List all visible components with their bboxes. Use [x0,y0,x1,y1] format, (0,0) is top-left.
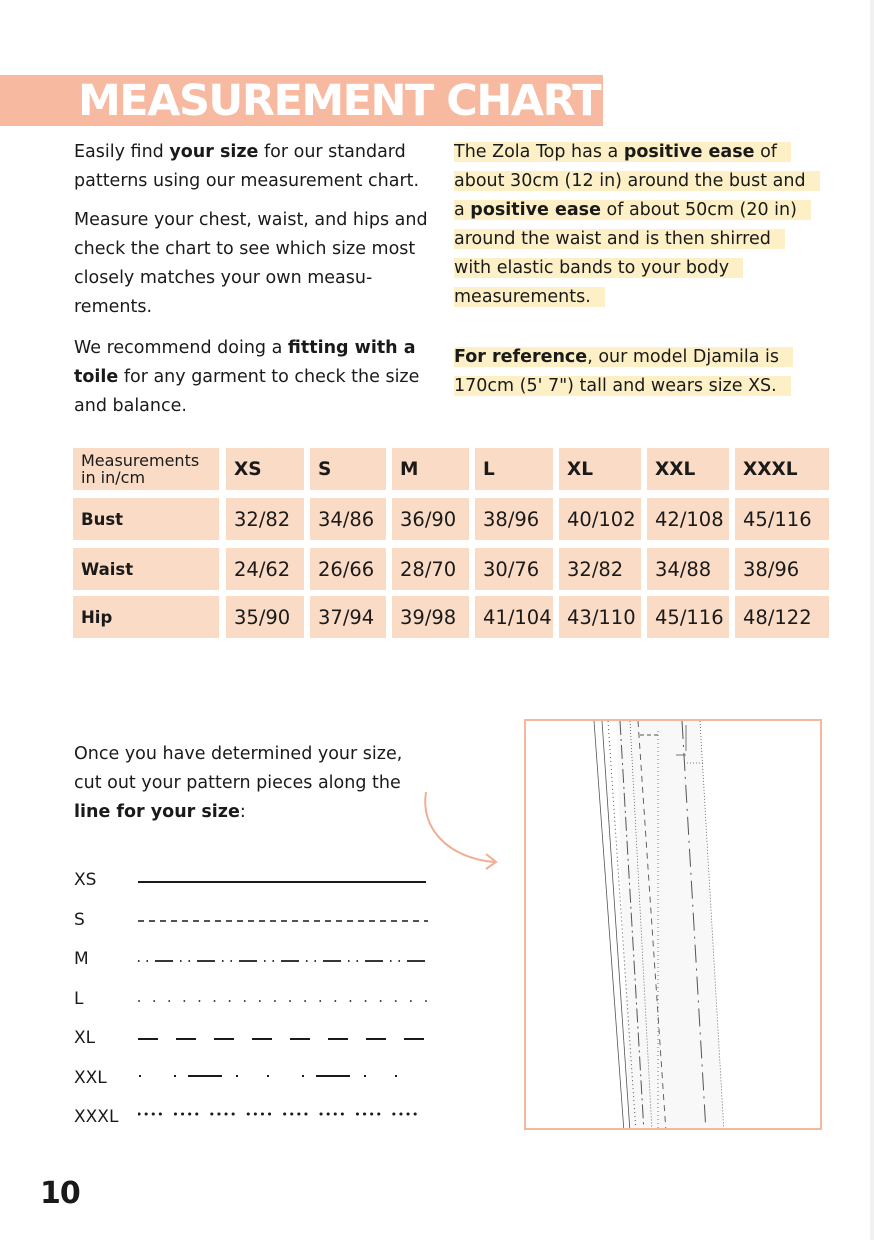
corner-line-2: in in/cm [81,468,146,487]
table-cell: 36/90 [392,498,469,540]
bold-run: your size [169,142,259,162]
page-title: MEASUREMENT CHART [78,76,601,126]
size-header-m: M [392,448,469,490]
size-header-xl: XL [559,448,641,490]
legend-label-xl: XL [74,1028,96,1048]
size-header-xs: XS [226,448,304,490]
reference-paragraph [454,343,794,401]
table-cell: 40/102 [559,498,641,540]
highlighted-text [454,347,793,396]
ease-paragraph [454,138,806,312]
table-cell: 35/90 [226,596,304,638]
table-cell: 39/98 [392,596,469,638]
legend-label-xxl: XXL [74,1068,107,1088]
corner-label-text [81,452,199,486]
size-header-xxl: XXL [647,448,729,490]
table-cell: 24/62 [226,548,304,590]
table-cell: 43/110 [559,596,641,638]
table-cell: 45/116 [647,596,729,638]
line-m [138,955,428,967]
text-run: for our standard patterns using our measurement chart. [74,142,420,191]
corner-line-1: Measurements [81,451,200,470]
table-cell: 26/66 [310,548,386,590]
text-run: of about 30cm (12 in) around the bust and a [454,142,806,220]
table-cell: 48/122 [735,596,829,638]
table-corner-label [73,448,219,490]
text-run: The Zola Top has a [454,142,624,162]
legend-label-s: S [74,910,85,930]
line-xs [138,876,428,888]
bold-run: For reference [454,347,588,367]
legend-label-l: L [74,989,84,1009]
legend-label-xs: XS [74,870,97,890]
curved-arrow-icon [418,788,508,878]
text-run: Measure your chest, waist, and hips and check the chart to see which size most closely matches your own measu-rements. [74,210,428,317]
cut-instructions [74,740,414,827]
text-run: : [239,802,246,822]
line-xl [138,1033,428,1045]
line-l [138,995,428,1007]
table-cell: 34/88 [647,548,729,590]
bold-run: line for your size [74,802,240,822]
table-cell: 32/82 [226,498,304,540]
table-cell: 41/104 [475,596,553,638]
legend-label-xxxl: XXXL [74,1107,119,1127]
intro-paragraph-1 [74,138,434,196]
text-run: We recommend doing a [74,338,288,358]
bold-run: fitting with a toile [74,338,416,387]
row-label-bust: Bust [73,498,219,540]
text-run: , our model Djamila is 170cm (5' 7") tall and wears size XS. [454,347,780,396]
table-cell: 45/116 [735,498,829,540]
line-xxxl [138,1108,428,1120]
size-header-s: S [310,448,386,490]
table-cell: 37/94 [310,596,386,638]
size-header-xxxl: XXXL [735,448,829,490]
legend-label-m: M [74,949,89,969]
size-header-l: L [475,448,553,490]
pattern-lines-drawing [526,721,822,1130]
table-cell: 30/76 [475,548,553,590]
pattern-piece-illustration [524,719,822,1130]
intro-paragraph-2 [74,206,434,322]
bold-run: positive ease [470,200,601,220]
row-label-waist: Waist [73,548,219,590]
page-number: 10 [40,1176,80,1211]
page-edge [870,0,874,1240]
text-run: Once you have determined your size, cut out your pattern pieces along the [74,744,403,793]
line-xxl [138,1070,428,1082]
highlighted-text [454,142,820,307]
table-cell: 38/96 [475,498,553,540]
text-run: for any garment to check the size and balance. [74,367,420,416]
table-cell: 38/96 [735,548,829,590]
line-s [138,915,428,927]
bold-run: positive ease [623,142,755,162]
intro-paragraph-3 [74,334,434,421]
row-label-hip: Hip [73,596,219,638]
table-cell: 34/86 [310,498,386,540]
text-run: of about 50cm (20 in) around the waist and is then shirred with elastic bands to your body measurements. [454,200,797,307]
table-cell: 32/82 [559,548,641,590]
table-cell: 28/70 [392,548,469,590]
text-run: Easily find [74,142,170,162]
table-cell: 42/108 [647,498,729,540]
